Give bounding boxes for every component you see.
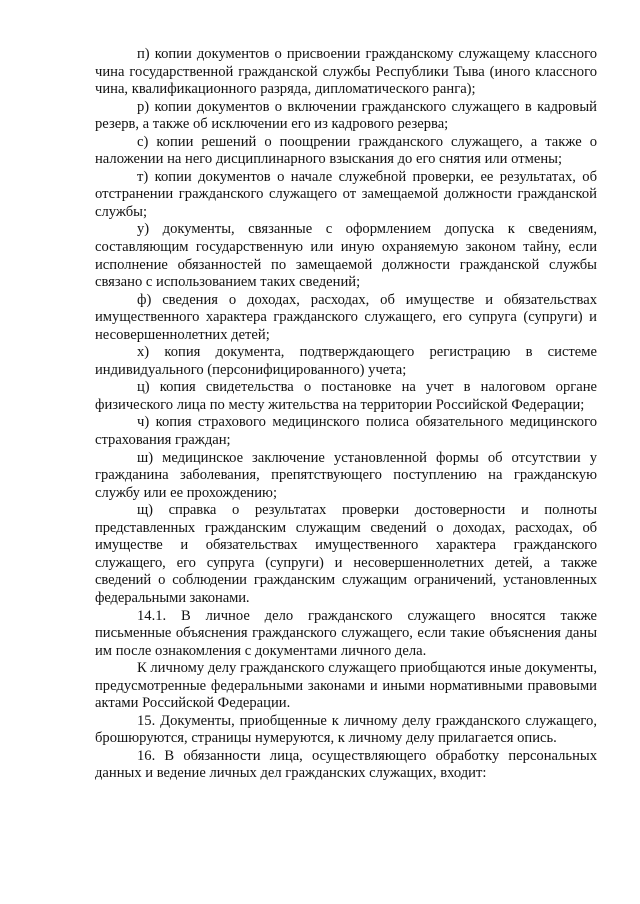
paragraph-shch: щ) справка о результатах проверки достоверности и полноты представленных гражданским служащим сведений о доходах, расходах, об имуществе и обязательствах имущественного характера гражданского служащего, его супруга (супруги) и несовершеннолетних детей, а также сведений о соблюдении гражданским служащим ограничений, установленных федеральными законами. bbox=[95, 502, 597, 606]
paragraph-attachments: К личному делу гражданского служащего приобщаются иные документы, предусмотренные федеральными законами и иными нормативными правовыми актами Российской Федерации. bbox=[95, 660, 597, 712]
paragraph-u: у) документы, связанные с оформлением допуска к сведениям, составляющим государственную или иную охраняемую законом тайну, если исполнение обязанностей по замещаемой должности гражданской службы связано с использованием таких сведений; bbox=[95, 221, 597, 291]
paragraph-f: ф) сведения о доходах, расходах, об имуществе и обязательствах имущественного характера гражданского служащего, его супруга (супруги) и несовершеннолетних детей; bbox=[95, 291, 597, 343]
paragraph-16: 16. В обязанности лица, осуществляющего обработку персональных данных и ведение личных дел гражданских служащих, входит: bbox=[95, 747, 597, 782]
paragraph-t: т) копии документов о начале служебной проверки, ее результатах, об отстранении гражданского служащего от замещаемой должности гражданской службы; bbox=[95, 168, 597, 220]
paragraph-r: р) копии документов о включении гражданского служащего в кадровый резерв, а также об исключении его из кадрового резерва; bbox=[95, 98, 597, 133]
document-page bbox=[95, 46, 597, 783]
paragraph-ch: ч) копия страхового медицинского полиса обязательного медицинского страхования граждан; bbox=[95, 414, 597, 449]
paragraph-kh: х) копия документа, подтверждающего регистрацию в системе индивидуального (персонифицированного) учета; bbox=[95, 344, 597, 378]
paragraph-ts: ц) копия свидетельства о постановке на учет в налоговом органе физического лица по месту жительства на территории Российской Федерации; bbox=[95, 379, 597, 413]
paragraph-s: с) копии решений о поощрении гражданского служащего, а также о наложении на него дисциплинарного взыскания до его снятия или отмены; bbox=[95, 133, 597, 168]
paragraph-p: п) копии документов о присвоении гражданскому служащему классного чина государственной гражданской службы Республики Тыва (иного классного чина, квалификационного разряда, дипломатического ранга); bbox=[95, 46, 597, 98]
paragraph-15: 15. Документы, приобщенные к личному делу гражданского служащего, брошюруются, страницы нумеруются, к личному делу прилагается опись. bbox=[95, 712, 597, 747]
paragraph-14-1: 14.1. В личное дело гражданского служащего вносятся также письменные объяснения гражданского служащего, если такие объяснения даны им после ознакомления с документами личного дела. bbox=[95, 607, 597, 659]
paragraph-sh: ш) медицинское заключение установленной формы об отсутствии у гражданина заболевания, препятствующего поступлению на гражданскую службу или ее прохождению; bbox=[95, 449, 597, 501]
